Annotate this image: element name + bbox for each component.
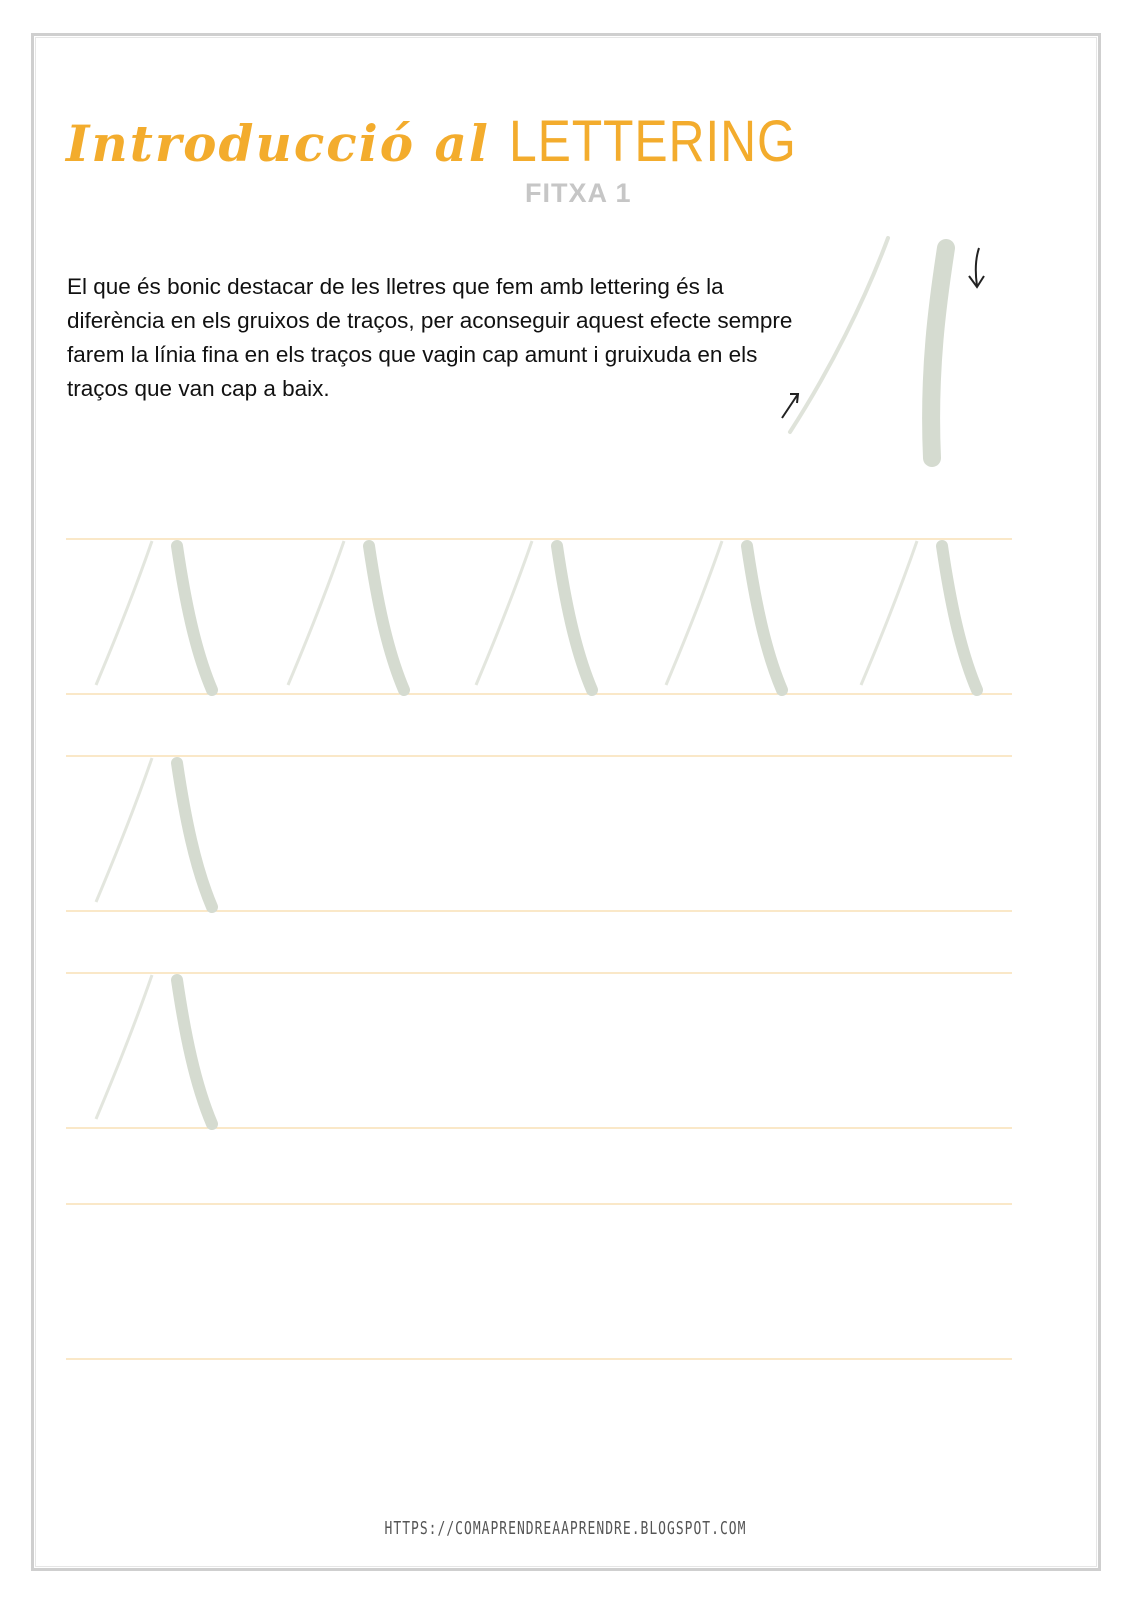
title-caps: LETTERING [508, 109, 797, 174]
trace-stroke [861, 541, 977, 690]
trace-letter-row-2 [96, 758, 212, 907]
trace-letter-row-3 [96, 975, 212, 1124]
trace-stroke [96, 541, 212, 690]
intro-paragraph: El que és bonic destacar de les lletres que fem amb lettering és la diferència en els gruixos de traços, per aconseguir aquest efecte sempre farem la línia fina en els traços que vagin cap amunt i gruixuda en els traços que van cap a baix. [67, 274, 793, 401]
footer-url[interactable]: HTTPS://COMAPRENDREAAPRENDRE.BLOGSPOT.COM [384, 1519, 747, 1540]
trace-letter-row-1 [96, 541, 977, 690]
trace-stroke [96, 758, 212, 907]
title-script: Introducció al [66, 114, 490, 173]
trace-stroke [476, 541, 592, 690]
trace-stroke [288, 541, 404, 690]
trace-stroke [666, 541, 782, 690]
trace-stroke [96, 975, 212, 1124]
worksheet-subtitle: FITXA 1 [525, 178, 632, 208]
